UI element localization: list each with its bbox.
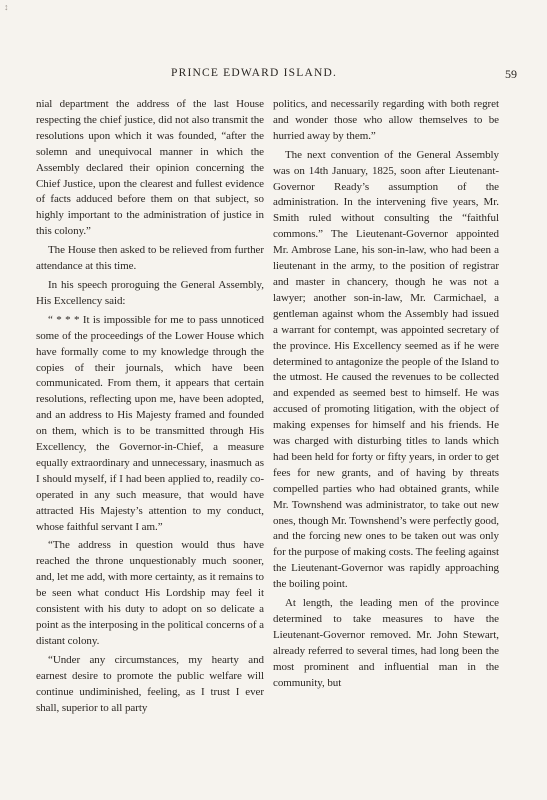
left-column [36, 97, 264, 716]
page-number: 59 [505, 67, 517, 81]
paragraph: “The address in question would thus have reached the throne unquestionably much sooner, and, let me add, with more certainty, as it remains to be seen what conduct His Lordship may feel it consistent with his duty to adopt on so delicate a point as the interposing in the political concerns of a distant colony. [36, 539, 264, 647]
running-head [0, 67, 547, 83]
paragraph: “Under any circumstances, my hearty and earnest desire to promote the public welfare will continue undiminished, feeling, as I trust I ever shall, superior to all party [36, 653, 264, 714]
paragraph: At length, the leading men of the province determined to take measures to have the Lieutenant-Governor removed. Mr. John Stewart, already referred to several times, had long been the most prominent and influential man in the community, but [273, 597, 499, 689]
paragraph: In his speech proroguing the General Assembly, His Excellency said: [36, 278, 264, 307]
running-title: PRINCE EDWARD ISLAND. [171, 67, 338, 79]
paragraph: “ * * * It is impossible for me to pass unnoticed some of the proceedings of the Lower House which have formally come to my knowledge through the copies of their journals, which have been communicated. From them, it appears that certain resolutions, reflecting upon me, have been adopted, and an address to His Majesty framed and founded on them, which is to be transmitted through His Excellency, the Governor-in-Chief, a measure equally extraordinary and unnecessary, inasmuch as I should myself, if I had been applied to, readily co-operated in any such measure, that would have attracted His Majesty’s attention to my conduct, whose faithful servant I am.” [36, 313, 264, 533]
corner-mark: ↕ [4, 2, 9, 12]
paragraph: The House then asked to be relieved from further attendance at this time. [36, 244, 264, 273]
paragraph: politics, and necessarily regarding with both regret and wonder those who allow themselves to be hurried away by them.” [273, 98, 499, 142]
right-column [273, 97, 499, 692]
paragraph: nial department the address of the last House respecting the chief justice, did not also transmit the resolutions upon which it was founded, “after the solemn and unequivocal manner in which the Assembly declared their opinion concerning the Chief Justice, upon the clearest and fullest evidence of facts adduced before them on that subject, so highly important to the administration of justice in this colony.” [36, 98, 264, 238]
paragraph: The next convention of the General Assembly was on 14th January, 1825, soon after Lieutenant-Governor Ready’s assumption of the administration. In the intervening five years, Mr. Smith ruled without consulting the “faithful commons.” The Lieutenant-Governor appointed Mr. Ambrose Lane, his son-in-law, who had been a lieutenant in the army, to the position of registrar and master in chancery, though he was not a lawyer; another son-in-law, Mr. Carmichael, a gentleman against whom the Assembly had issued a warrant for contempt, was appointed secretary of the province. His Excellency seemed as if he were determined to antagonize the people of the Island to the utmost. He caused the revenues to be collected and expended as seemed best to himself. He was accused of promoting litigation, with the object of making expenses for himself and his friends. He was charged with disturbing titles to lands which had been held for forty or fifty years, in order to get fees for new grants, and of having by threats compelled parties who had obtained grants, while Mr. Townshend was administrator, to take out new ones, though Mr. Townshend’s were perfectly good, and the forcing new ones to be taken out was only for the purpose of making costs. The feeling against the Lieutenant-Governor was rapidly approaching the boiling point. [273, 148, 500, 591]
